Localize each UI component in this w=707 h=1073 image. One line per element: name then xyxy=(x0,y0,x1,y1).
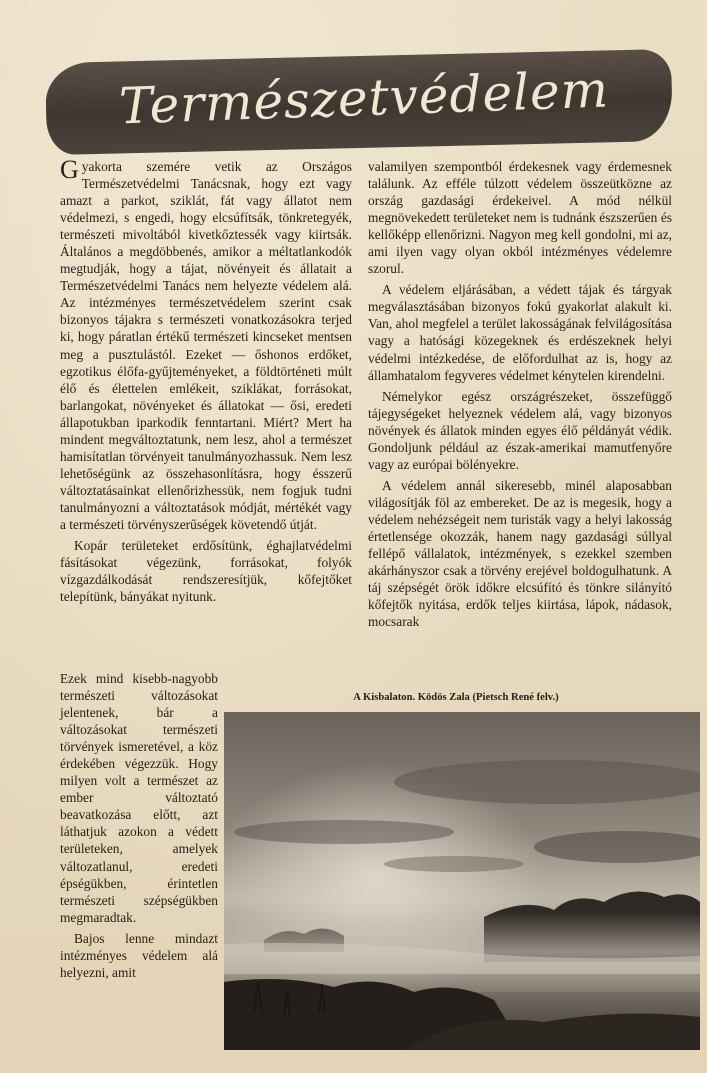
paragraph: A védelem eljárásában, a védett tájak és tárgyak megválasztásában bizonyos fokú gyakorlat alakult ki. Van, ahol megfelel a terület lakosságának felvilágosítása vagy a hatósági közegeknek és erdészeknek helyi védelmi intézkedése, de előfordulhat az is, hogy az államhatalom fegyveres védelmet kénytelen kirendelni. xyxy=(368,282,672,383)
paragraph: Ezek mind kisebb-nagyobb természeti változásokat jelentenek, bár a változásokat természeti törvények ismeretével, a köz érdekében végezzük. Hogy milyen volt a természet az ember változtató beavatkozása előtt, azt láthatjuk azokon a védett területeken, amelyek változatlanul, eredeti épségükben, érintetlen természeti szépségükben megmaradtak. xyxy=(60,671,218,925)
paragraph-text: yakorta szemére vetik az Országos Természetvédelmi Tanácsnak, hogy ezt vagy amazt a parkot, sziklát, fát vagy állatot nem védelmezi, s engedi, hogy elcsúfítsák, tönkretegyék, természeti mivoltából kivetkőztessék vagy kiirtsák. Általános a megdöbbenés, amikor a méltatlankodók megtudják, hogy a tájat, növényeit és állatait a Természetvédelmi Tanács nem helyezte védelem alá. Az intézményes természetvédelem szerint csak bizonyos tájakra s természeti vonatkozásokra terjed ki, hogy páratlan értékű természeti kincseket mentsen meg a pusztulástól. Ezeket — őshonos erdőket, egzotikus élőfa-gyűjteményeket, a földtörténeti múlt élő és élettelen emlékeit, sziklákat, forrásokat, barlangokat, növényeket és állatokat — ősi, eredeti állapotukban iparkodik fenntartani. Miért? Mert ha mindent megváltoztatunk, nem lesz, ahol a természet hamisítatlan törvényeit tanulmányozhassuk. Nem lesz lehetőségünk az összehasonlításra, hogy ésszerű változtatásainkat ellenőrizhessük, nem fogjuk tudni tanulmányozni a változtatások módját, mértékét vagy a természeti törvényszerűségek követendő útját. xyxy=(60,159,352,532)
paragraph xyxy=(60,155,352,533)
photo-caption: A Kisbalaton. Ködös Zala (Pietsch René felv.) xyxy=(353,692,559,703)
narrow-column xyxy=(60,670,218,1000)
landscape-photo xyxy=(224,712,700,1050)
article-title: Természetvédelem xyxy=(118,60,610,136)
paragraph: Bajos lenne mindazt intézményes védelem alá helyezni, amit xyxy=(60,930,218,980)
left-column xyxy=(60,155,352,678)
misty-marsh-image xyxy=(224,712,700,1050)
right-column xyxy=(368,158,672,678)
drop-cap: G xyxy=(60,155,79,184)
paragraph: valamilyen szempontból érdekesnek vagy érdemesnek találunk. Az efféle túlzott védelem összeütközne az ország gazdasági érdekeivel. A mód nélkül megnövekedett területeket nem is tudnánk észszerűen és kellőképp ellenőrizni. Nagyon meg kell gondolni, mi az, ami ilyen vagy olyan okból intézményes védelemre szorul. xyxy=(368,159,672,277)
paragraph: Kopár területeket erdősítünk, éghajlatvédelmi fásításokat végezünk, forrásokat, folyók vízgazdálkodását rendszeresítjük, kőfejtőket telepítünk, bányákat nyitunk. xyxy=(60,538,352,605)
paragraph: A védelem annál sikeresebb, minél alaposabban világosítják föl az embereket. De az is megesik, hogy a védelem nehézségeit nem turisták vagy a helyi lakosság értetlensége okozzák, hanem nagy gazdasági súllyal fellépő vállalatok, intézmények, s ezekkel szemben akárhányszor csak a törvény erejével boldogulhatunk. A táj szépségét örök időkre elcsúfító és tönkre silányító kőfejtők nyitása, erdők teljes kiirtása, lápok, nádasok, mocsarak xyxy=(368,477,672,630)
paragraph: Némelykor egész országrészeket, összefüggő tájegységeket helyeznek védelem alá, vagy bizonyos növények és állatok minden egyes élő példányát védik. Gondoljunk például az észak-amerikai mamutfenyőre vagy az európai bölényekre. xyxy=(368,388,672,472)
